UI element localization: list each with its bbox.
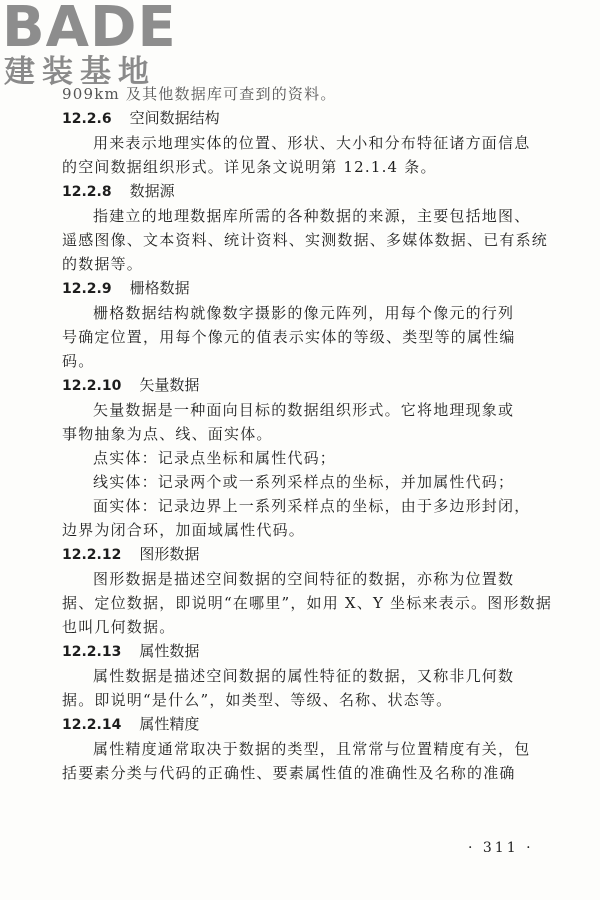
text-line: 码。 — [62, 352, 95, 370]
section-heading — [62, 542, 552, 567]
text-line: 图形数据是描述空间数据的空间特征的数据，亦称为位置数 — [93, 570, 515, 588]
section-heading — [62, 179, 552, 204]
section-title: 数据源 — [129, 182, 175, 200]
section-number: 12.2.10 — [62, 378, 122, 394]
text-line: 点实体：记录点坐标和属性代码； — [93, 449, 337, 467]
page-body — [62, 82, 552, 785]
text-line: 的数据等。 — [62, 255, 144, 273]
section-title: 图形数据 — [139, 545, 200, 563]
section-title: 属性数据 — [139, 642, 200, 660]
section-heading — [62, 373, 552, 398]
section-number: 12.2.12 — [62, 547, 122, 563]
text-line: 的空间数据组织形式。详见条文说明第 12.1.4 条。 — [62, 158, 437, 176]
text-line: 用来表示地理实体的位置、形状、大小和分布特征诸方面信息 — [93, 134, 531, 152]
bade-logo — [0, 0, 200, 95]
section-number: 12.2.13 — [62, 644, 122, 660]
logo-subtitle: 建装基地 — [4, 54, 156, 90]
text-line: 据。即说明“是什么”，如类型、等级、名称、状态等。 — [62, 691, 453, 709]
text-line: 线实体：记录两个或一系列采样点的坐标，并加属性代码； — [93, 473, 515, 491]
text-line: 遥感图像、文本资料、统计资料、实测数据、多媒体数据、已有系统 — [62, 231, 549, 249]
section-number: 12.2.6 — [62, 111, 112, 127]
text-line: 属性精度通常取决于数据的类型，且常常与位置精度有关，包 — [93, 740, 531, 758]
text-line: 指建立的地理数据库所需的各种数据的来源，主要包括地图、 — [93, 207, 531, 225]
section-number: 12.2.9 — [62, 281, 112, 297]
text-line: 属性数据是描述空间数据的属性特征的数据，又称非几何数 — [93, 667, 515, 685]
page-number: · 311 · — [468, 840, 534, 856]
text-line: 据、定位数据，即说明“在哪里”，如用 X、Y 坐标来表示。图形数据 — [62, 594, 552, 612]
section-heading — [62, 639, 552, 664]
section-title: 矢量数据 — [139, 376, 200, 394]
section-heading — [62, 276, 552, 301]
text-line: 也叫几何数据。 — [62, 618, 176, 636]
section-heading — [62, 712, 552, 737]
section-title: 栅格数据 — [129, 279, 190, 297]
text-line: 边界为闭合环，加面域属性代码。 — [62, 521, 306, 539]
text-line: 号确定位置，用每个像元的值表示实体的等级、类型等的属性编 — [62, 328, 516, 346]
text-line: 括要素分类与代码的正确性、要素属性值的准确性及名称的准确 — [62, 764, 516, 782]
section-heading — [62, 106, 552, 131]
text-line: 面实体：记录边界上一系列采样点的坐标，由于多边形封闭， — [93, 497, 531, 515]
section-title: 属性精度 — [139, 715, 200, 733]
text-line: 栅格数据结构就像数字摄影的像元阵列，用每个像元的行列 — [93, 304, 515, 322]
text-line: 909km 及其他数据库可查到的资料。 — [62, 85, 337, 103]
section-title: 空间数据结构 — [129, 109, 220, 127]
logo-wordmark: BADE — [2, 0, 177, 60]
text-line: 事物抽象为点、线、面实体。 — [62, 425, 273, 443]
section-number: 12.2.8 — [62, 184, 112, 200]
section-number: 12.2.14 — [62, 717, 122, 733]
text-line: 矢量数据是一种面向目标的数据组织形式。它将地理现象或 — [93, 401, 515, 419]
